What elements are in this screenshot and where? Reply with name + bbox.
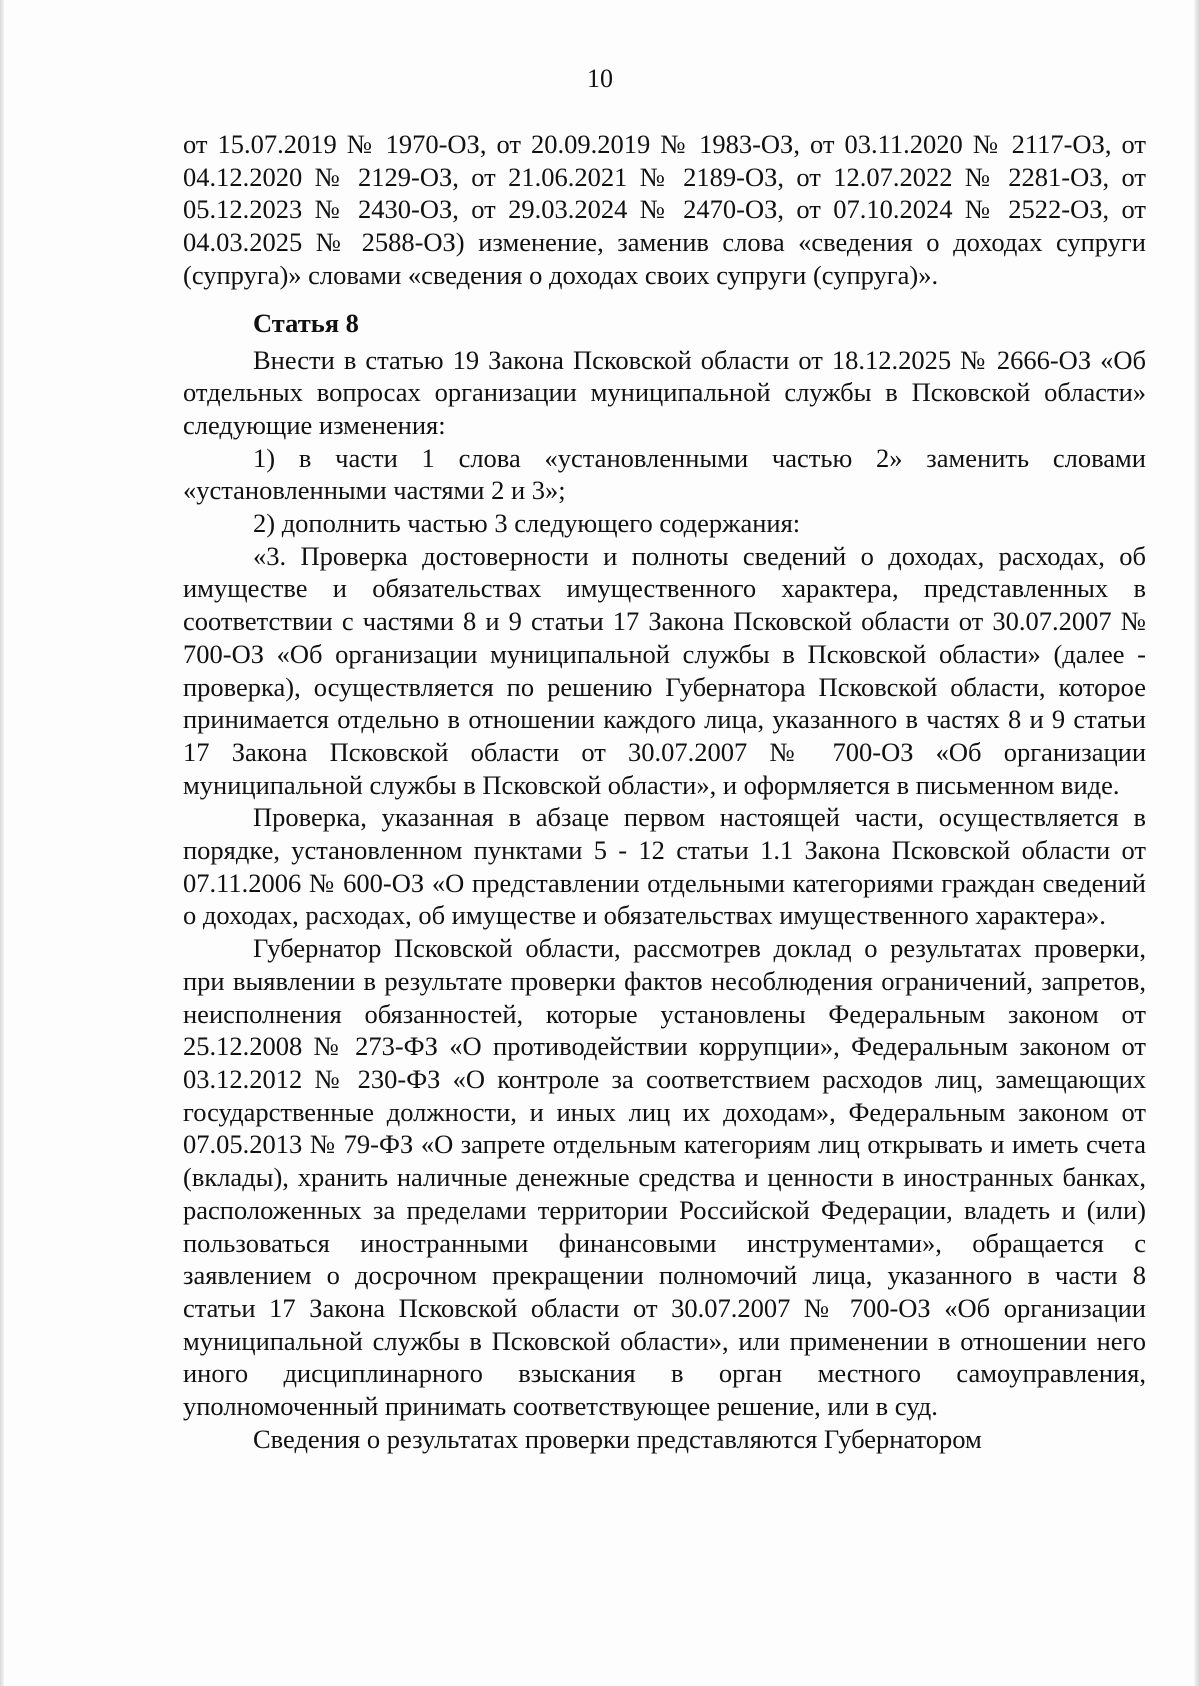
scan-edge-left xyxy=(0,0,4,1686)
paragraph-part-3: «3. Проверка достоверности и полноты сведений о доходах, расходах, об имуществе и обязательствах имущественного характера, представленных в соответствии с частями 8 и 9 статьи 17 Закона Псковской области от 30.07.2007 № 700-ОЗ «Об организации муниципальной службы в Псковской области» (далее - проверка), осуществляется по решению Губернатора Псковской области, которое принимается отдельно в отношении каждого лица, указанного в частях 8 и 9 статьи 17 Закона Псковской области от 30.07.2007 № 700-ОЗ «Об организации муниципальной службы в Псковской области», и оформляется в письменном виде. xyxy=(183,540,1146,800)
paragraph-item-1: 1) в части 1 слова «установленными частью 2» заменить словами «установленными частями 2 и 3»; xyxy=(183,442,1146,506)
paragraph-results-info: Сведения о результатах проверки представляются Губернатором xyxy=(253,1423,982,1454)
intro-paragraph: от 15.07.2019 № 1970-ОЗ, от 20.09.2019 № 1983-ОЗ, от 03.11.2020 № 2117-ОЗ, от 04.12.2020 № 2129-ОЗ, от 21.06.2021 № 2189-ОЗ, от 12.07.2022 № 2281-ОЗ, от 05.12.2023 № 2430-ОЗ, от 29.03.2024 № 2470-ОЗ, от 07.10.2024 № 2522-ОЗ, от 04.03.2025 № 2588-ОЗ) изменение, заменив слова «сведения о доходах супруги (супруга)» словами «сведения о доходах своих супруги (супруга)». xyxy=(183,129,1146,290)
paragraph-verification-procedure: Проверка, указанная в абзаце первом настоящей части, осуществляется в порядке, установленном пунктами 5 - 12 статьи 1.1 Закона Псковской области от 07.11.2006 № 600-ОЗ «О представлении отдельными категориями граждан сведений о доходах, расходах, об имуществе и обязательствах имущественного характера». xyxy=(183,802,1146,931)
scan-edge-right xyxy=(1194,0,1200,1686)
page-number: 10 xyxy=(587,64,613,93)
paragraph-item-2: 2) дополнить частью 3 следующего содержания: xyxy=(253,508,801,539)
paragraph-amendment-intro: Внести в статью 19 Закона Псковской области от 18.12.2025 № 2666-ОЗ «Об отдельных вопросах организации муниципальной службы в Псковской области» следующие изменения: xyxy=(183,344,1146,440)
document-body xyxy=(183,128,1146,1455)
paragraph-governor-action: Губернатор Псковской области, рассмотрев доклад о результатах проверки, при выявлении в результате проверки фактов несоблюдения ограничений, запретов, неисполнения обязанностей, которые установлены Федеральным законом от 25.12.2008 № 273-ФЗ «О противодействии коррупции», Федеральным законом от 03.12.2012 № 230-ФЗ «О контроле за соответствием расходов лиц, замещающих государственные должности, и иных лиц их доходам», Федеральным законом от 07.05.2013 № 79-ФЗ «О запрете отдельным категориям лиц открывать и иметь счета (вклады), хранить наличные денежные средства и ценности в иностранных банках, расположенных за пределами территории Российской Федерации, владеть и (или) пользоваться иностранными финансовыми инструментами», обращается с заявлением о досрочном прекращении полномочий лица, указанного в части 8 статьи 17 Закона Псковской области от 30.07.2007 № 700-ОЗ «Об организации муниципальной службы в Псковской области», или применении в отношении него иного дисциплинарного взыскания в орган местного самоуправления, уполномоченный принимать соответствующее решение, или в суд. xyxy=(183,933,1146,1422)
article-heading: Статья 8 xyxy=(253,307,359,338)
